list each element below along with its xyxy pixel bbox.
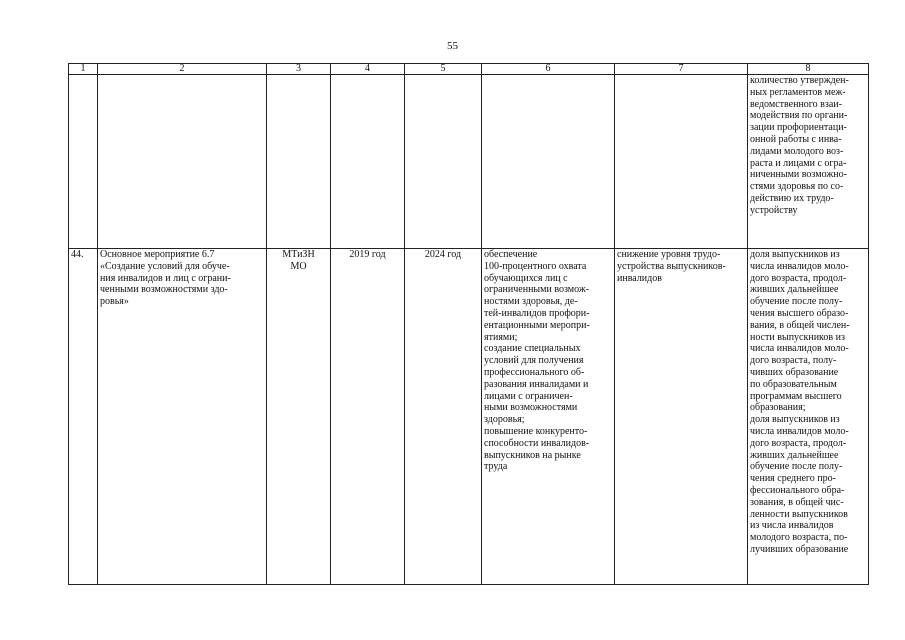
text-line: инвалидов: [617, 272, 662, 284]
text-line: выпускников на рынке: [484, 449, 581, 461]
start-year-cell: 2019 год: [331, 249, 405, 585]
text-line: устройства выпускников-: [617, 260, 726, 272]
text-line: 100-процентного охвата: [484, 260, 587, 272]
text-line: Основное мероприятие 6.7: [100, 249, 215, 260]
end-year-cell: 2024 год: [405, 249, 482, 585]
text-line: доля выпускников из: [750, 249, 840, 260]
header-row: [69, 64, 869, 75]
text-line: лицами с ограничен-: [484, 390, 573, 402]
empty-cell: [331, 75, 405, 249]
empty-cell: [405, 75, 482, 249]
text-line: онной работы с инва-: [750, 133, 842, 145]
text-line: «Создание условий для обуче-: [100, 260, 230, 272]
header-cell: 7: [615, 64, 748, 75]
text-line: профессионального об-: [484, 366, 585, 378]
expected-result-cell: [482, 249, 615, 585]
text-line: чения среднего про-: [750, 473, 836, 485]
measures-table: [68, 63, 869, 585]
empty-cell: [69, 75, 98, 249]
text-line: МТиЗН: [282, 249, 315, 260]
text-line: модействия по органи-: [750, 110, 848, 122]
text-line: лучивших образование: [750, 543, 849, 555]
text-line: лидами молодого воз-: [750, 145, 844, 157]
text-line: зации профориентаци-: [750, 122, 847, 134]
text-line: ности выпускников из: [750, 331, 845, 343]
text-line: ными возможностями: [484, 402, 578, 414]
text-line: дого возраста, продол-: [750, 437, 847, 449]
page-number: 55: [447, 40, 458, 52]
text-line: фессионального обра-: [750, 484, 845, 496]
text-line: живших дальнейшее: [750, 284, 839, 296]
text-line: ния инвалидов и лиц с ограни-: [100, 272, 231, 284]
text-line: образования;: [750, 402, 806, 414]
text-line: ностями здоровья, де-: [484, 296, 578, 308]
header-cell: 4: [331, 64, 405, 75]
text-line: повышение конкуренто-: [484, 425, 588, 437]
text-line: действию их трудо-: [750, 192, 834, 204]
indicator-cell-continued: [748, 75, 869, 249]
text-line: дого возраста, продол-: [750, 272, 847, 284]
row-number-cell: 44.: [69, 249, 98, 585]
text-line: обеспечение: [484, 249, 538, 260]
text-line: разования инвалидами и: [484, 378, 589, 390]
text-line: ятиями;: [484, 331, 518, 343]
header-cell: 3: [267, 64, 331, 75]
risk-cell: [615, 249, 748, 585]
text-line: тей-инвалидов профори-: [484, 307, 590, 319]
text-line: числа инвалидов моло-: [750, 343, 849, 355]
text-line: стями здоровья по со-: [750, 181, 844, 193]
text-line: ных регламентов меж-: [750, 86, 846, 98]
text-line: обучающихся лиц с: [484, 272, 568, 284]
text-line: числа инвалидов моло-: [750, 260, 849, 272]
text-line: зования, в общей чис-: [750, 496, 844, 508]
text-line: вания, в общей числен-: [750, 319, 850, 331]
text-line: устройству: [750, 204, 798, 216]
executor-cell: [267, 249, 331, 585]
text-line: количество утвержден-: [750, 75, 849, 86]
empty-cell: [615, 75, 748, 249]
text-line: дого возраста, полу-: [750, 355, 837, 367]
text-line: чивших образование: [750, 366, 839, 378]
empty-cell: [482, 75, 615, 249]
table-row-44: [69, 249, 869, 585]
text-line: ченными возможностями здо-: [100, 284, 228, 296]
text-line: программам высшего: [750, 390, 842, 402]
text-line: раста и лицами с огра-: [750, 157, 847, 169]
measure-name-cell: [98, 249, 267, 585]
text-line: обучение после полу-: [750, 461, 843, 473]
text-line: из числа инвалидов: [750, 520, 834, 532]
header-cell: 6: [482, 64, 615, 75]
text-line: обучение после полу-: [750, 296, 843, 308]
text-line: ниченными возможно-: [750, 169, 847, 181]
text-line: здоровья;: [484, 414, 525, 426]
text-line: создание специальных: [484, 343, 581, 355]
text-line: труда: [484, 461, 508, 473]
text-line: доля выпускников из: [750, 414, 840, 426]
header-cell: 1: [69, 64, 98, 75]
text-line: ентационными меропри-: [484, 319, 590, 331]
text-line: МО: [290, 260, 307, 272]
header-cell: 5: [405, 64, 482, 75]
text-line: молодого возраста, по-: [750, 532, 848, 544]
indicator-cell: [748, 249, 869, 585]
text-line: условий для получения: [484, 355, 584, 367]
text-line: ограниченными возмож-: [484, 284, 590, 296]
empty-cell: [267, 75, 331, 249]
text-line: живших дальнейшее: [750, 449, 839, 461]
text-line: способности инвалидов-: [484, 437, 590, 449]
text-line: по образовательным: [750, 378, 837, 390]
text-line: снижение уровня трудо-: [617, 249, 721, 260]
text-line: чения высшего образо-: [750, 307, 849, 319]
text-line: ведомственного взаи-: [750, 98, 842, 110]
table-row-continued: [69, 75, 869, 249]
text-line: ленности выпускников: [750, 508, 848, 520]
text-line: числа инвалидов моло-: [750, 425, 849, 437]
header-cell: 2: [98, 64, 267, 75]
text-line: ровья»: [100, 296, 129, 308]
empty-cell: [98, 75, 267, 249]
header-cell: 8: [748, 64, 869, 75]
